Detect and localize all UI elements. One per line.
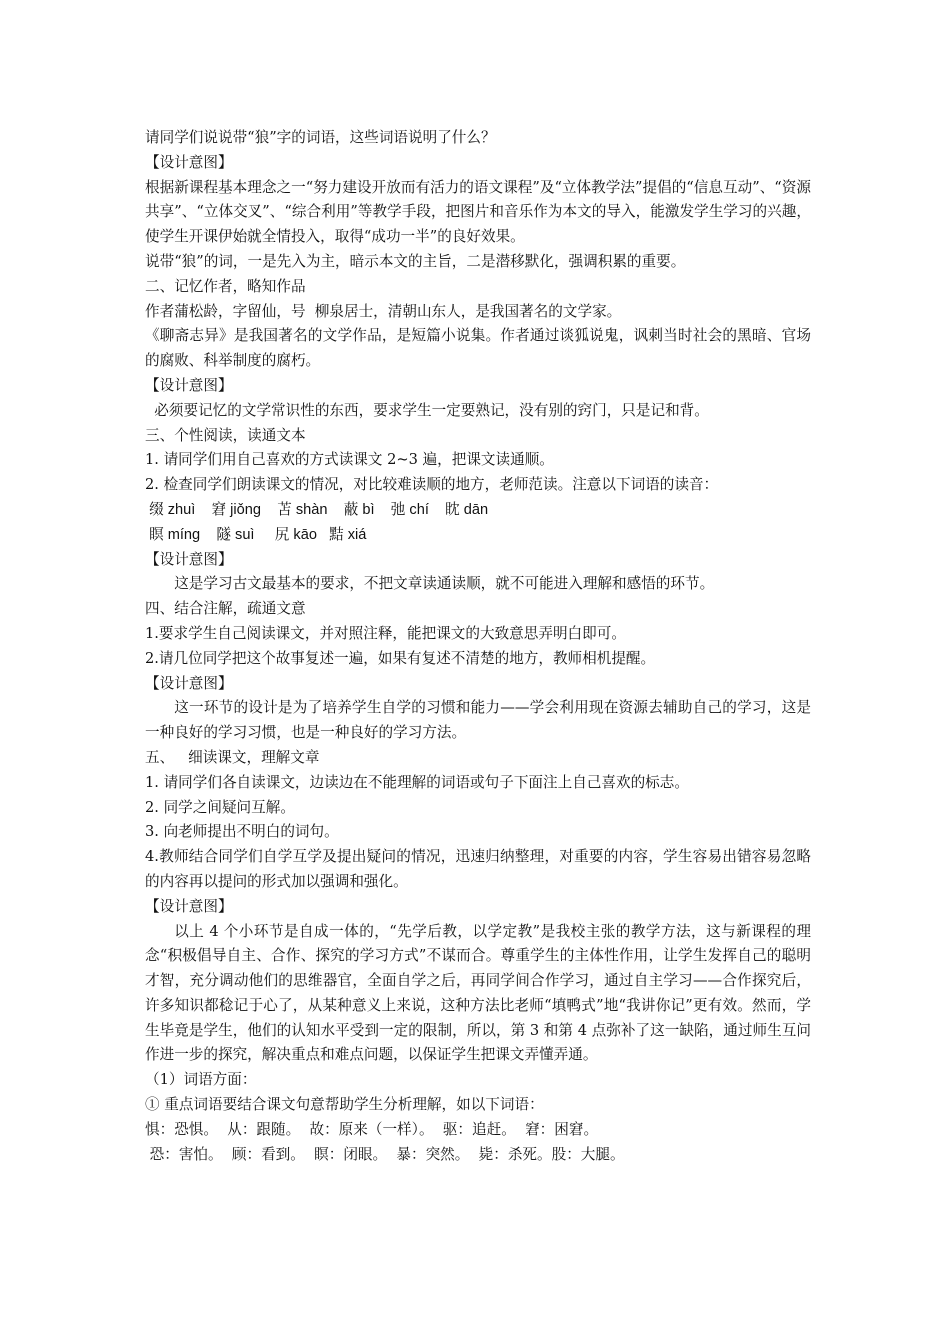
section-heading-5: 五、 细读课文，理解文章 [145,748,320,766]
list-item: 1. 请同学们各自读课文，边读边在不能理解的词语或句子下面注上自己喜欢的标志。 [145,773,689,791]
section-heading-3: 三、个性阅读，读通文本 [145,426,306,444]
subsection-heading: （1）词语方面： [145,1071,257,1089]
paragraph: 作者蒲松龄，字留仙，号 柳泉居士，清朝山东人，是我国著名的文学家。 [145,302,622,320]
design-intent-heading: 【设计意图】 [145,376,233,394]
document-page [145,126,811,1167]
list-item: 1. 请同学们用自己喜欢的方式读课文 2~3 遍，把课文读通顺。 [145,451,554,469]
list-item: 2. 同学之间疑问互解。 [145,798,295,816]
list-item: 2.请几位同学把这个故事复述一遍，如果有复述不清楚的地方，教师相机提醒。 [145,649,656,667]
paragraph: 这是学习古文最基本的要求，不把文章读通读顺，就不可能进入理解和感悟的环节。 [174,575,715,593]
paragraph: 这一环节的设计是为了培养学生自学的习惯和能力——学会利用现在资源去辅助自己的学习，这是一种良好的学习习惯，也是一种良好的学习方法。 [145,699,811,742]
list-item: 4.教师结合同学们自学互学及提出疑问的情况，迅速归纳整理，对重要的内容，学生容易出错容易忽略的内容再以提问的形式加以强调和强化。 [145,848,811,890]
paragraph: 以上 4 个小环节是自成一体的，“先学后教，以学定教”是我校主张的教学方法，这与新课程的理念“积极倡导自主、合作、探究的学习方式”不谋而合。尊重学生的主体性作用，让学生发挥自己的聪明才智，充分调动他们的思维器官，全面自学之后，再同学间合作学习，通过自主学习——合作探究后，许多知识都稔记于心了，从某种意义上来说，这种方法比老师“填鸭式”地“我讲你记”更有效。然而，学生毕竟是学生，他们的认知水平受到一定的限制，所以，第 3 和第 4 点弥补了这一缺陷，通过师生互问作进一步的探究，解决重点和难点问题，以保证学生把课文弄懂弄通。 [145,922,811,1064]
design-intent-heading: 【设计意图】 [145,674,233,692]
paragraph: 《聊斋志异》是我国著名的文学作品，是短篇小说集。作者通过谈狐说鬼，讽刺当时社会的黑暗、官场的腐败、科举制度的腐朽。 [145,327,811,370]
pronunciation-line: 瞑 míng 隧 suì 尻 kāo 黠 xiá [145,526,367,543]
list-item: 2. 检查同学们朗读课文的情况，对比较难读顺的地方，老师范读。注意以下词语的读音： [145,476,719,494]
design-intent-heading: 【设计意图】 [145,897,233,915]
design-intent-heading: 【设计意图】 [145,153,233,171]
section-heading-4: 四、结合注解，疏通文意 [145,600,306,618]
vocabulary-line: 恐：害怕。 顾：看到。 瞑：闭眼。 暴：突然。 毙：杀死。股：大腿。 [145,1145,625,1163]
list-item: 1.要求学生自己阅读课文，并对照注释，能把课文的大致意思弄明白即可。 [145,624,626,642]
paragraph: ① 重点词语要结合课文句意帮助学生分析理解，如以下词语： [145,1096,544,1114]
section-heading-2: 二、记忆作者，略知作品 [145,277,306,295]
paragraph: 必须要记忆的文学常识性的东西，要求学生一定要熟记，没有别的窍门，只是记和背。 [145,401,709,419]
design-intent-heading: 【设计意图】 [145,550,233,568]
design-intent-paragraph: 根据新课程基本理念之一“努力建设开放而有活力的语文课程”及“立体教学法”提倡的“信息互动”、“资源共享”、“立体交叉”、“综合利用”等教学手段，把图片和音乐作为本文的导入，能激发学生学习的兴趣，使学生开课伊始就全情投入，取得“成功一半”的良好效果。 [145,178,811,246]
question-line: 请同学们说说带“狼”字的词语，这些词语说明了什么？ [145,129,496,146]
list-item: 3. 向老师提出不明白的词句。 [145,823,339,841]
paragraph: 说带“狼”的词，一是先入为主，暗示本文的主旨，二是潜移默化，强调积累的重要。 [145,252,686,270]
pronunciation-line: 缀 zhuì 窘 jiǒng 苫 shàn 蔽 bì 弛 chí 眈 dān [145,501,489,518]
vocabulary-line: 惧：恐惧。 从：跟随。 故：原来（一样）。 驱：追赶。 窘：困窘。 [145,1120,599,1138]
